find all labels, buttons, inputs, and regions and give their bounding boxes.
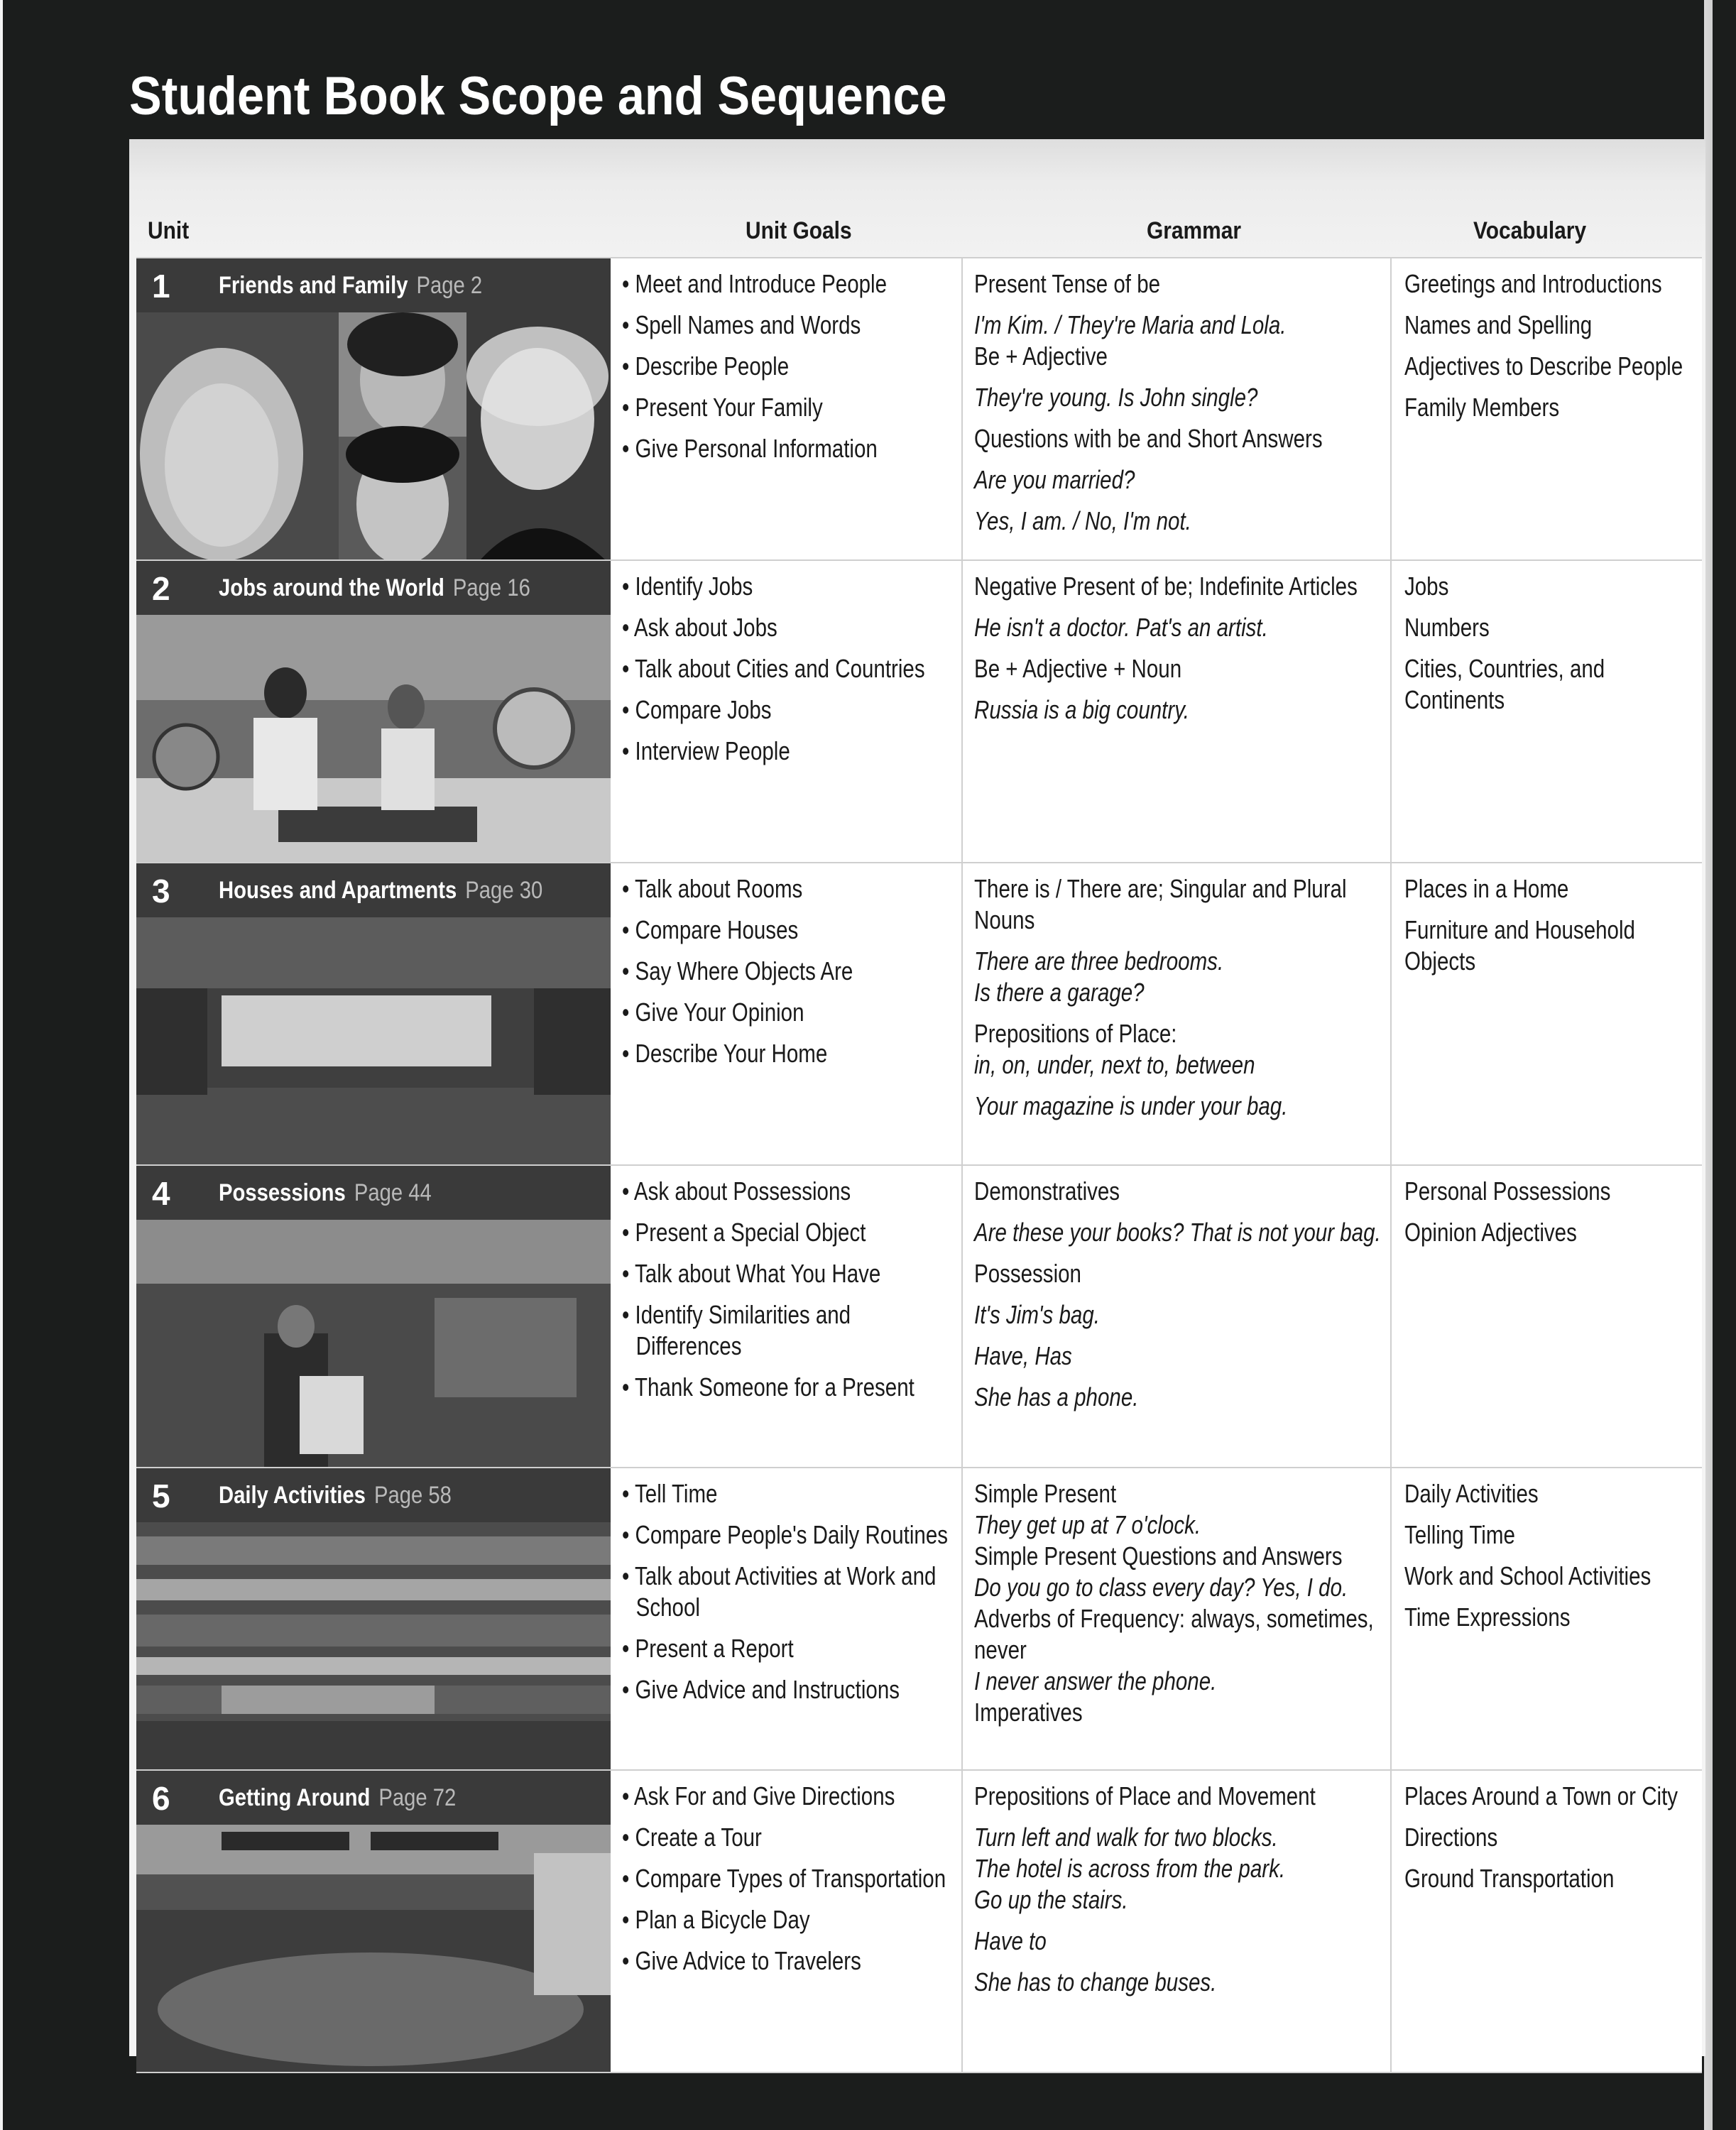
grammar-line: Prepositions of Place: <box>974 1019 1177 1048</box>
unit-name: Friends and Family Page 2 <box>219 272 483 299</box>
vocabulary-item: Telling Time <box>1404 1520 1515 1549</box>
grammar-cell <box>963 1771 1392 2072</box>
grammar-line: Have to <box>974 1926 1047 1955</box>
vocabulary-item: Numbers <box>1404 613 1490 642</box>
header-unit-goals: Unit Goals <box>746 217 852 244</box>
grammar-example: There are three bedrooms. <box>974 946 1224 976</box>
grammar-line: Questions with be and Short Answers <box>974 424 1323 453</box>
goal-item: • Present a Special Object <box>622 1217 961 1248</box>
unit-title-cell <box>136 1771 611 2072</box>
vocabulary-cell <box>1392 258 1702 559</box>
goal-item: • Identify Similarities and Differences <box>622 1299 961 1362</box>
grammar-line: There is / There are; Singular and Plural Nouns <box>974 874 1347 934</box>
unit-goals-cell <box>611 1771 963 2072</box>
unit-photo <box>136 1825 611 2072</box>
goal-item: • Talk about What You Have <box>622 1258 961 1289</box>
unit-name: Possessions Page 44 <box>219 1179 432 1206</box>
vocabulary-cell <box>1392 1771 1702 2072</box>
vocabulary-item: Personal Possessions <box>1404 1176 1611 1206</box>
unit-title-bar <box>136 258 611 312</box>
grammar-line: Prepositions of Place and Movement <box>974 1781 1316 1810</box>
grammar-example: It's Jim's bag. <box>974 1300 1100 1329</box>
grammar-example: Russia is a big country. <box>974 695 1189 724</box>
unit-number: 3 <box>152 873 170 910</box>
unit-photo <box>136 1220 611 1467</box>
grammar-example: Yes, I am. / No, I'm not. <box>974 506 1191 535</box>
unit-name: Jobs around the World Page 16 <box>219 574 530 601</box>
unit-title-bar <box>136 863 611 917</box>
grammar-line: Be + Adjective <box>974 342 1108 371</box>
vocabulary-item: Places Around a Town or City <box>1404 1781 1678 1810</box>
goal-item: • Say Where Objects Are <box>622 956 961 987</box>
unit-number: 6 <box>152 1780 170 1817</box>
unit-row <box>136 1771 1702 2073</box>
unit-name: Daily Activities Page 58 <box>219 1482 452 1509</box>
unit-goals-cell <box>611 258 963 559</box>
grammar-line: Simple Present Questions and Answers <box>974 1541 1343 1571</box>
unit-photo <box>136 1522 611 1769</box>
unit-row <box>136 561 1702 863</box>
unit-photo <box>136 615 611 862</box>
grammar-example: Are these your books? That is not your bag. <box>974 1218 1381 1247</box>
vocabulary-item: Jobs <box>1404 572 1449 601</box>
unit-row <box>136 1166 1702 1468</box>
vocabulary-item: Ground Transportation <box>1404 1864 1615 1893</box>
grammar-example: Is there a garage? <box>974 978 1145 1007</box>
unit-page: Page 30 <box>465 877 543 904</box>
vocabulary-item: Opinion Adjectives <box>1404 1218 1577 1247</box>
goal-item: • Tell Time <box>622 1478 961 1509</box>
unit-title-cell <box>136 1166 611 1467</box>
unit-photo <box>136 917 611 1164</box>
unit-number: 1 <box>152 268 170 305</box>
unit-page: Page 58 <box>373 1482 452 1509</box>
vocabulary-cell <box>1392 561 1702 862</box>
goal-item: • Talk about Cities and Countries <box>622 653 961 684</box>
grammar-cell <box>963 863 1392 1164</box>
header-unit: Unit <box>148 217 190 244</box>
unit-number: 4 <box>152 1175 170 1212</box>
grammar-line: Simple Present <box>974 1479 1117 1508</box>
unit-goals-cell <box>611 1166 963 1467</box>
grammar-cell <box>963 1166 1392 1467</box>
unit-page: Page 72 <box>378 1784 457 1811</box>
grammar-cell <box>963 258 1392 559</box>
goal-item: • Compare Types of Transportation <box>622 1863 961 1894</box>
grammar-example: Turn left and walk for two blocks. <box>974 1823 1278 1852</box>
unit-number: 2 <box>152 570 170 607</box>
goal-item: • Ask about Jobs <box>622 612 961 643</box>
vocabulary-item: Furniture and Household Objects <box>1404 915 1635 976</box>
goal-item: • Give Personal Information <box>622 433 961 464</box>
vocabulary-cell <box>1392 1166 1702 1467</box>
goal-item: • Give Advice to Travelers <box>622 1945 961 1977</box>
unit-name: Getting Around Page 72 <box>219 1784 457 1811</box>
vocabulary-item: Time Expressions <box>1404 1602 1571 1632</box>
goal-item: • Give Advice and Instructions <box>622 1674 961 1705</box>
unit-goals-cell <box>611 561 963 862</box>
grammar-example: The hotel is across from the park. <box>974 1854 1286 1883</box>
grammar-example: I'm Kim. / They're Maria and Lola. <box>974 310 1287 339</box>
unit-goals-cell <box>611 863 963 1164</box>
vocabulary-cell <box>1392 1468 1702 1769</box>
goal-item: • Identify Jobs <box>622 571 961 602</box>
unit-page: Page 2 <box>416 272 483 299</box>
grammar-example: She has a phone. <box>974 1382 1139 1411</box>
header-grammar: Grammar <box>1147 217 1242 244</box>
vocabulary-item: Directions <box>1404 1823 1498 1852</box>
grammar-example: They get up at 7 o'clock. <box>974 1510 1201 1539</box>
goal-item: • Plan a Bicycle Day <box>622 1904 961 1935</box>
unit-title-cell <box>136 863 611 1164</box>
grammar-example: Go up the stairs. <box>974 1885 1128 1914</box>
goal-item: • Compare Jobs <box>622 694 961 726</box>
grammar-example: They're young. Is John single? <box>974 383 1258 412</box>
goal-item: • Thank Someone for a Present <box>622 1372 961 1403</box>
goal-item: • Compare People's Daily Routines <box>622 1519 961 1551</box>
vocabulary-item: Adjectives to Describe People <box>1404 351 1683 381</box>
vocabulary-item: Names and Spelling <box>1404 310 1593 339</box>
unit-page: Page 16 <box>452 574 530 601</box>
grammar-example: in, on, under, next to, between <box>974 1050 1255 1079</box>
scope-sequence-table <box>136 257 1702 2073</box>
unit-title-cell <box>136 561 611 862</box>
vocabulary-item: Greetings and Introductions <box>1404 269 1662 298</box>
unit-title-bar <box>136 1166 611 1220</box>
vocabulary-item: Family Members <box>1404 393 1560 422</box>
sheet-header-band <box>129 139 1705 260</box>
grammar-line: Possession <box>974 1259 1081 1288</box>
unit-goals-cell <box>611 1468 963 1769</box>
unit-row <box>136 1468 1702 1771</box>
goal-item: • Ask For and Give Directions <box>622 1781 961 1812</box>
unit-title-bar <box>136 561 611 615</box>
unit-photo <box>136 312 611 559</box>
goal-item: • Talk about Rooms <box>622 873 961 905</box>
goal-item: • Interview People <box>622 736 961 767</box>
unit-name: Houses and Apartments Page 30 <box>219 877 543 904</box>
grammar-line: Adverbs of Frequency: always, sometimes, never <box>974 1604 1374 1664</box>
vocabulary-item: Daily Activities <box>1404 1479 1539 1508</box>
vocabulary-item: Places in a Home <box>1404 874 1569 903</box>
header-vocabulary: Vocabulary <box>1473 217 1587 244</box>
grammar-cell <box>963 1468 1392 1769</box>
unit-number: 5 <box>152 1478 170 1514</box>
goal-item: • Describe Your Home <box>622 1038 961 1069</box>
goal-item: • Present Your Family <box>622 392 961 423</box>
goal-item: • Present a Report <box>622 1633 961 1664</box>
unit-title-cell <box>136 1468 611 1769</box>
grammar-line: Be + Adjective + Noun <box>974 654 1182 683</box>
goal-item: • Give Your Opinion <box>622 997 961 1028</box>
grammar-cell <box>963 561 1392 862</box>
grammar-example: Have, Has <box>974 1341 1072 1370</box>
vocabulary-item: Cities, Countries, and Continents <box>1404 654 1605 714</box>
grammar-line: Present Tense of be <box>974 269 1161 298</box>
vocabulary-cell <box>1392 863 1702 1164</box>
goal-item: • Talk about Activities at Work and School <box>622 1561 961 1623</box>
grammar-example: Do you go to class every day? Yes, I do. <box>974 1573 1348 1602</box>
grammar-line: Demonstratives <box>974 1176 1120 1206</box>
vocabulary-item: Work and School Activities <box>1404 1561 1652 1590</box>
goal-item: • Create a Tour <box>622 1822 961 1853</box>
unit-page: Page 44 <box>354 1179 432 1206</box>
grammar-line: Negative Present of be; Indefinite Articles <box>974 572 1358 601</box>
unit-row <box>136 863 1702 1166</box>
grammar-line: Imperatives <box>974 1698 1083 1727</box>
grammar-example: I never answer the phone. <box>974 1666 1217 1695</box>
grammar-example: Your magazine is under your bag. <box>974 1091 1288 1120</box>
page-title: Student Book Scope and Sequence <box>129 66 947 126</box>
goal-item: • Spell Names and Words <box>622 310 961 341</box>
goal-item: • Compare Houses <box>622 914 961 946</box>
grammar-example: She has to change buses. <box>974 1967 1217 1997</box>
goal-item: • Ask about Possessions <box>622 1176 961 1207</box>
goal-item: • Meet and Introduce People <box>622 268 961 300</box>
unit-title-cell <box>136 258 611 559</box>
unit-title-bar <box>136 1771 611 1825</box>
grammar-example: He isn't a doctor. Pat's an artist. <box>974 613 1268 642</box>
unit-title-bar <box>136 1468 611 1522</box>
grammar-example: Are you married? <box>974 465 1135 494</box>
goal-item: • Describe People <box>622 351 961 382</box>
unit-row <box>136 258 1702 561</box>
